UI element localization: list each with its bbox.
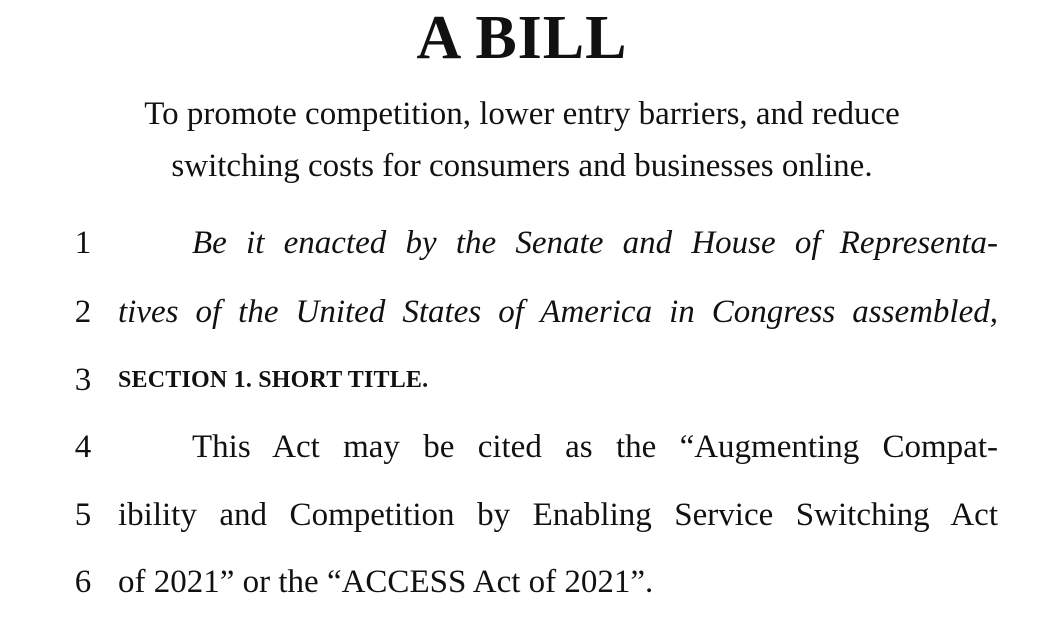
section-body-text: ibility and Competition by Enabling Service Switching Act [118, 497, 998, 533]
purpose-line-1: To promote competition, lower entry barriers, and reduce [144, 96, 900, 132]
bill-line-4 [0, 422, 1044, 472]
bill-title: A BILL [416, 4, 628, 72]
line-number: 4 [74, 429, 92, 465]
line-number: 5 [74, 497, 92, 533]
line-number: 6 [74, 564, 92, 600]
purpose-line-2: switching costs for consumers and businesses online. [171, 148, 873, 184]
enacting-clause-text: Be it enacted by the Senate and House of Representa- [192, 225, 998, 261]
bill-line-3 [0, 355, 1044, 405]
bill-line-5 [0, 490, 1044, 540]
section-body-text: of 2021” or the “ACCESS Act of 2021”. [118, 564, 654, 600]
bill-line-2 [0, 287, 1044, 337]
section-body-text: This Act may be cited as the “Augmenting Compat- [192, 429, 998, 465]
bill-purpose [0, 88, 1044, 192]
line-number: 1 [74, 225, 92, 261]
bill-line-1 [0, 218, 1044, 268]
bill-line-6 [0, 557, 1044, 607]
line-number: 3 [74, 362, 92, 398]
enacting-clause-text: tives of the United States of America in Congress assembled, [118, 294, 998, 330]
section-heading: SECTION 1. SHORT TITLE. [118, 367, 429, 393]
line-number: 2 [74, 294, 92, 330]
